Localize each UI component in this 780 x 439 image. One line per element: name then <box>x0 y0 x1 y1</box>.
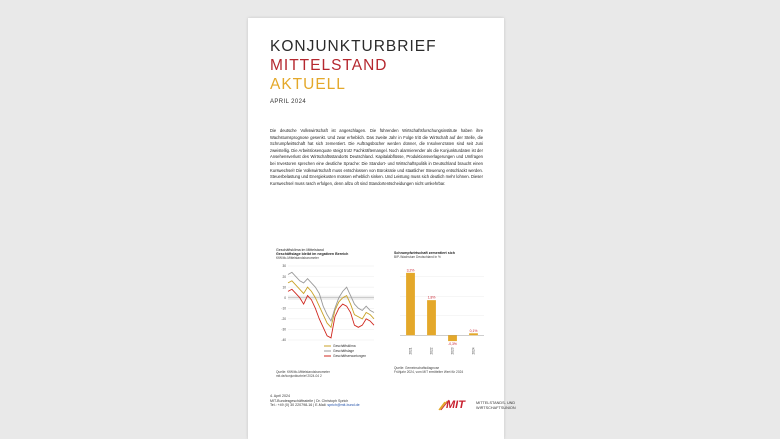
chart2-category-label: 2021 <box>408 347 413 355</box>
chart-bip-wachstum <box>394 251 486 381</box>
body-paragraph: Die deutsche Volkswirtschaft ist angeschlagen. Die führenden Wirtschaftsforschungsinstitute haben ihre Wachstumsprognose gesenkt. Und zwar erheblich. Das zweite Jahr in Folge tritt die Wirtschaft auf der Stelle, die Schrumpfwirtschaft hat sich zementiert. Die Auftragsbücher werden dünner, die Insolvenzraten sind seit Juni zweistellig. Die Arbeitslosenquote steigt trotz Fachkräftemangel. Noch alarmierender als die Konjunkturdaten ist der Ansehensverlust des Wirtschaftsstandorts Deutschland. Kapitalabflüsse, Produktionsverlagerungen und Umfragen bei Investoren sprechen eine deutliche Sprache: Die Standort- und Wirtschaftspolitik in Deutschland braucht einen Kurswechsel! Die Volkswirtschaft muss entschlossen von Bürokratie und staatlicher Steuerung entschlackt werden. Steuerbelastung und Energiekosten müssen erheblich sinken. Und Leistung muss sich deutlich mehr lohnen. Dieser Kurswechsel muss rasch erfolgen, denn allzu oft sind Standortentscheidungen nicht umkehrbar. <box>270 128 483 186</box>
chart1-subtitle: Geschäftslage bleibt im negativen Bereich <box>276 252 349 257</box>
title-line-3: AKTUELL <box>270 76 346 93</box>
issue-date: APRIL 2024 <box>270 99 307 105</box>
chart1-subtitle2: KfW/ifo-Mittelstandsbarometer <box>276 256 319 261</box>
chart1-title: Geschäftsklima im Mittelstand <box>276 248 324 252</box>
chart1-y-tick-label: -20 <box>281 317 286 322</box>
chart2-data-label: 1,8% <box>427 295 436 300</box>
chart1-y-tick-label: -40 <box>281 338 286 343</box>
chart1-y-tick-label: 0 <box>284 295 286 300</box>
chart1-y-tick-label: -30 <box>281 327 286 332</box>
mit-logo <box>438 398 516 418</box>
chart1-source2: mit.de/konjunkturbrief 2024-04 2 <box>276 374 322 378</box>
chart1-y-tick-label: -10 <box>281 306 286 311</box>
chart2-data-label: -0,3% <box>448 342 457 347</box>
chart1-legend-label: Geschäftslage <box>333 349 355 354</box>
title-line-2: MITTELSTAND <box>270 57 388 74</box>
chart2-bar <box>448 335 457 341</box>
chart2-data-label: 0,1% <box>469 328 478 333</box>
footer-office: MIT-Bundesgeschäftsstelle | Dr. Christoph Sprich <box>270 398 349 403</box>
footer-email-link[interactable]: sprich@mit-bund.de <box>327 403 360 408</box>
chart2-subtitle: BIP-Wachstum Deutschland in % <box>394 255 441 260</box>
chart1-y-tick-label: 10 <box>282 285 286 290</box>
chart2-source2: Frühjahr 2024, vom MIT ermittelter Wert für 2024 <box>394 370 464 374</box>
footer-contact <box>270 394 360 408</box>
mit-logo-subtext: MITTELSTANDS- UND WIRTSCHAFTSUNION <box>476 401 516 410</box>
chart2-category-label: 2023 <box>450 347 455 355</box>
chart2-title: Schrumpfwirtschaft zementiert sich <box>394 251 455 255</box>
mit-logo-text: MIT <box>446 399 465 411</box>
title-line-1: KONJUNKTURBRIEF <box>270 38 437 55</box>
document-page <box>248 18 516 439</box>
chart-geschaeftsklima <box>276 248 376 388</box>
chart2-category-label: 2024 <box>471 347 476 355</box>
footer-date: 4. April 2024 <box>270 394 290 398</box>
chart1-y-tick-label: 30 <box>282 264 286 269</box>
chart2-bar <box>427 300 436 335</box>
chart2-svg <box>394 261 486 361</box>
chart2-bar <box>406 273 415 335</box>
chart1-legend-label: Geschäftsklima <box>333 344 356 349</box>
chart2-bar <box>469 333 478 335</box>
chart2-category-label: 2022 <box>429 347 434 355</box>
chart2-source: Quelle: Gemeinschaftsdiagnose <box>394 366 440 370</box>
chart1-legend-label: Geschäftserwartungen <box>333 354 367 359</box>
chart1-svg <box>276 262 376 372</box>
chart1-y-tick-label: 20 <box>282 274 286 279</box>
footer-phone-line: Tel.: +49 (0) 30 220798-16 | E-Mail: sprich@mit-bund.de <box>270 403 360 408</box>
chart2-data-label: 3,2% <box>406 268 415 273</box>
chart1-source: Quelle: KfW/ifo-Mittelstandsbarometer <box>276 370 330 374</box>
